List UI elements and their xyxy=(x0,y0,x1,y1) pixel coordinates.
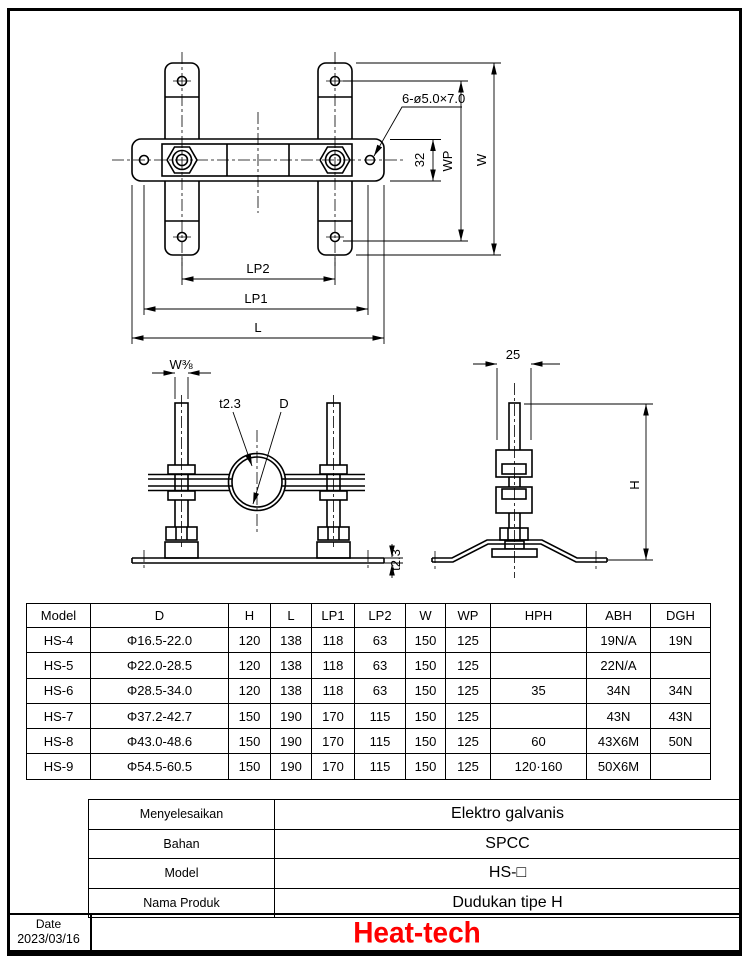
info-value: Elektro galvanis xyxy=(275,800,741,830)
spec-row-hs7 xyxy=(27,703,711,728)
cell: 120 xyxy=(229,678,271,703)
cell: 115 xyxy=(355,754,406,779)
cell: HS-5 xyxy=(27,653,91,678)
dim-label-lp2: LP2 xyxy=(246,261,270,276)
cell: Φ28.5-34.0 xyxy=(91,678,229,703)
cell: 150 xyxy=(406,703,446,728)
cell: 150 xyxy=(229,754,271,779)
cell: Φ43.0-48.6 xyxy=(91,729,229,754)
cell xyxy=(491,703,587,728)
info-value: HS-□ xyxy=(275,859,741,889)
cell: 190 xyxy=(271,703,312,728)
info-value: Dudukan tipe H xyxy=(275,888,741,918)
cell xyxy=(491,628,587,653)
cell: 125 xyxy=(446,703,491,728)
info-row-finish xyxy=(89,800,741,830)
cell: 22N/A xyxy=(587,653,651,678)
cell: 190 xyxy=(271,754,312,779)
cell: 120 xyxy=(229,653,271,678)
spec-row-hs4 xyxy=(27,628,711,653)
cell: 138 xyxy=(271,678,312,703)
cell: 115 xyxy=(355,729,406,754)
cell xyxy=(651,653,711,678)
hole-note-label: 6-ø5.0×7.0 xyxy=(402,91,466,106)
cell: 63 xyxy=(355,678,406,703)
cell: 138 xyxy=(271,628,312,653)
logo-area xyxy=(92,915,742,950)
col-header-hph: HPH xyxy=(491,604,587,628)
cell: 50N xyxy=(651,729,711,754)
date-value: 2023/03/16 xyxy=(17,932,80,947)
cell: 19N xyxy=(651,628,711,653)
col-header-lp1: LP1 xyxy=(312,604,355,628)
side-view-drawing xyxy=(432,347,653,578)
cell: 150 xyxy=(406,678,446,703)
dim-label-w: W xyxy=(474,153,489,167)
dim-label-wp: WP xyxy=(440,150,455,172)
cell: 150 xyxy=(406,628,446,653)
title-block-footer xyxy=(7,913,742,950)
cell: 43N xyxy=(651,703,711,728)
spec-row-hs6 xyxy=(27,678,711,703)
cell: 43N xyxy=(587,703,651,728)
cell: HS-8 xyxy=(27,729,91,754)
col-header-dgh: DGH xyxy=(651,604,711,628)
info-label: Menyelesaikan xyxy=(89,800,275,830)
spec-row-hs8 xyxy=(27,729,711,754)
cell: 170 xyxy=(312,729,355,754)
col-header-h: H xyxy=(229,604,271,628)
cell: 35 xyxy=(491,678,587,703)
cell: 63 xyxy=(355,628,406,653)
spec-table xyxy=(26,603,711,780)
dim-label-32: 32 xyxy=(412,152,427,168)
cell: 150 xyxy=(406,729,446,754)
info-label: Bahan xyxy=(89,829,275,859)
dim-label-lp1: LP1 xyxy=(244,291,268,306)
info-label: Model xyxy=(89,859,275,889)
col-header-abh: ABH xyxy=(587,604,651,628)
cell: 125 xyxy=(446,628,491,653)
spec-row-hs9 xyxy=(27,754,711,779)
date-box xyxy=(7,915,92,950)
cell: 50X6M xyxy=(587,754,651,779)
top-view-drawing xyxy=(112,52,501,344)
cell: 170 xyxy=(312,703,355,728)
cell: 34N xyxy=(651,678,711,703)
cell: 63 xyxy=(355,653,406,678)
cell: 138 xyxy=(271,653,312,678)
dim-label-d: D xyxy=(279,396,289,411)
cell: HS-7 xyxy=(27,703,91,728)
info-row-model xyxy=(89,859,741,889)
cell: 120 xyxy=(229,628,271,653)
cell: 19N/A xyxy=(587,628,651,653)
cell: HS-6 xyxy=(27,678,91,703)
dim-label-l: L xyxy=(254,320,262,335)
cell: 118 xyxy=(312,678,355,703)
cell: 118 xyxy=(312,628,355,653)
cell: Φ16.5-22.0 xyxy=(91,628,229,653)
cell: 125 xyxy=(446,729,491,754)
cell: 43X6M xyxy=(587,729,651,754)
cell xyxy=(491,653,587,678)
spec-row-hs5 xyxy=(27,653,711,678)
cell: 34N xyxy=(587,678,651,703)
cell xyxy=(651,754,711,779)
cell: 115 xyxy=(355,703,406,728)
date-label: Date xyxy=(35,917,62,932)
dim-label-w38: W⅜ xyxy=(169,357,193,372)
cell: Φ22.0-28.5 xyxy=(91,653,229,678)
dim-label-h: H xyxy=(627,480,642,490)
cell: 120·160 xyxy=(491,754,587,779)
cell: 150 xyxy=(229,703,271,728)
col-header-lp2: LP2 xyxy=(355,604,406,628)
dim-label-t23-base: t2.3 xyxy=(388,549,403,571)
cell: Φ37.2-42.7 xyxy=(91,703,229,728)
info-table xyxy=(88,799,741,918)
info-row-material xyxy=(89,829,741,859)
cell: 125 xyxy=(446,653,491,678)
cell: 125 xyxy=(446,754,491,779)
cell: 150 xyxy=(406,754,446,779)
cell: 118 xyxy=(312,653,355,678)
cell: 125 xyxy=(446,678,491,703)
cell: 190 xyxy=(271,729,312,754)
cell: 170 xyxy=(312,754,355,779)
cell: 60 xyxy=(491,729,587,754)
front-view-drawing xyxy=(132,357,403,578)
cell: HS-9 xyxy=(27,754,91,779)
cell: 150 xyxy=(406,653,446,678)
company-logo: Heat-tech xyxy=(353,915,481,949)
cell: Φ54.5-60.5 xyxy=(91,754,229,779)
cell: 150 xyxy=(229,729,271,754)
col-header-d: D xyxy=(91,604,229,628)
spec-header-row xyxy=(27,604,711,628)
col-header-l: L xyxy=(271,604,312,628)
col-header-wp: WP xyxy=(446,604,491,628)
col-header-w: W xyxy=(406,604,446,628)
info-value: SPCC xyxy=(275,829,741,859)
cell: HS-4 xyxy=(27,628,91,653)
col-header-model: Model xyxy=(27,604,91,628)
info-label: Nama Produk xyxy=(89,888,275,918)
dim-label-25: 25 xyxy=(505,347,521,362)
dim-label-t23: t2.3 xyxy=(219,396,241,411)
